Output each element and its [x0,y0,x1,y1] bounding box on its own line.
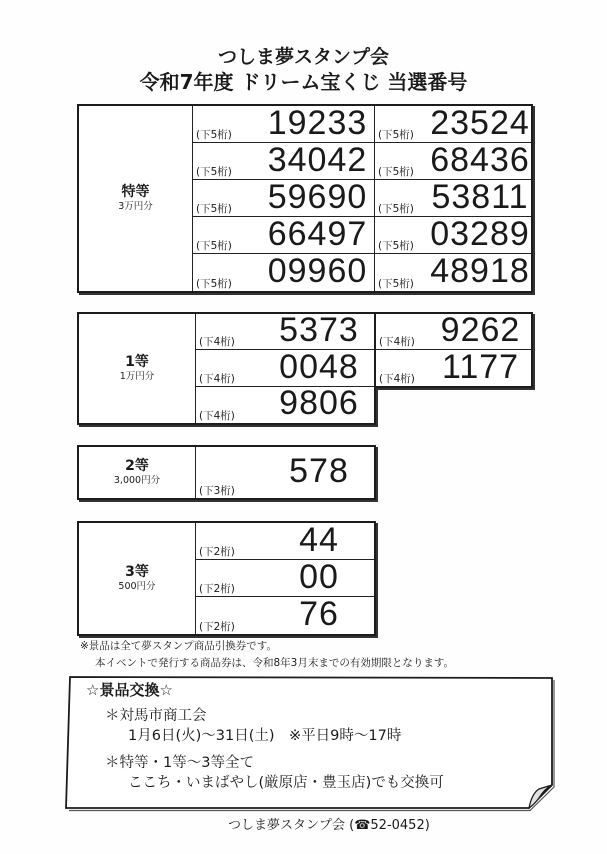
winning-number-cell [196,384,374,423]
document-title: つしま夢スタンプ会 [217,46,389,68]
winning-number-cell [196,347,374,386]
winning-number: 59690 [267,177,368,216]
note-prize-vouchers: ※景品は全て夢スタンプ商品引換券です。 [80,640,277,652]
first-prize-table-right-column [376,312,533,388]
special-prize-table [77,104,533,293]
winning-number-cell [193,103,375,143]
digits-label: (下5桁) [196,203,232,215]
digits-label: (下5桁) [378,166,414,178]
winning-number: 66497 [267,214,368,253]
winning-number: 68436 [430,140,530,179]
winning-number: 0048 [279,347,359,386]
winning-number: 34042 [267,140,368,179]
winning-number-cell [375,214,531,254]
winning-number-cell [196,557,374,597]
winning-number: 03289 [430,214,530,253]
winning-number-cell [193,140,375,180]
special-prize-label-cell [79,106,193,291]
footer-contact: つしま夢スタンプ会 (☎52-0452) [228,818,430,833]
second-prize-table [77,445,376,500]
digits-label: (下4桁) [379,373,415,385]
digits-label: (下5桁) [378,278,414,290]
winning-number-cell [376,347,531,386]
exchange-other-stores: ここち・いまばやし(厳原店・豊玉店)でも交換可 [128,775,444,791]
winning-number-cell [196,447,374,498]
prize-name: 3等 [125,564,149,580]
prize-name: 2等 [125,458,149,474]
exchange-location-hours: 1月6日(火)～31日(土) ※平日9時～17時 [128,728,402,744]
winning-number-cell [193,214,375,254]
digits-label: (下5桁) [378,203,414,215]
winning-number-cell [196,311,374,350]
second-prize-label-cell [79,447,196,498]
winning-number: 48918 [430,252,530,290]
digits-label: (下4桁) [379,336,415,348]
prize-amount: 3万円分 [118,201,153,212]
digits-label: (下5桁) [378,129,414,141]
prize-amount: 3,000円分 [113,475,161,486]
prize-amount: 1万円分 [119,370,155,382]
third-prize-table [77,521,376,636]
document-subtitle: 令和7年度 ドリーム宝くじ 当選番号 [139,70,468,94]
digits-label: (下2桁) [199,621,235,633]
prize-amount: 500円分 [118,581,156,592]
digits-label: (下4桁) [199,372,235,385]
digits-label: (下3桁) [199,485,235,497]
winning-number: 578 [289,452,349,490]
first-prize-label-cell [79,314,196,423]
exchange-other-title: ＊特等・1等～3等全て [105,755,254,771]
winning-number-cell [375,254,531,291]
winning-number: 9262 [440,311,521,349]
winning-number-cell [196,597,374,634]
digits-label: (下2桁) [199,583,235,595]
winning-number: 44 [299,520,339,559]
winning-number: 1177 [441,347,520,386]
digits-label: (下5桁) [196,278,232,290]
winning-number-cell [375,103,531,143]
digits-label: (下5桁) [196,166,232,178]
first-prize-table [77,312,376,425]
winning-number-cell [376,311,531,350]
winning-number-cell [375,177,531,217]
winning-number-cell [196,520,374,560]
digits-label: (下4桁) [199,409,235,422]
third-prize-label-cell [79,523,196,634]
winning-number-cell [375,140,531,180]
prize-name: 1等 [125,353,149,370]
winning-number: 23524 [430,103,530,142]
digits-label: (下5桁) [378,240,414,252]
prize-name: 特等 [121,184,150,200]
note-expiry: 本イベントで発行する商品券は、令和8年3月末までの有効期限となります。 [95,657,455,669]
winning-number: 9806 [279,384,359,423]
winning-number-cell [193,254,375,291]
winning-number: 5373 [279,311,359,350]
digits-label: (下2桁) [199,546,235,558]
winning-number: 19233 [267,103,368,142]
digits-label: (下5桁) [196,240,232,252]
digits-label: (下5桁) [196,129,232,141]
winning-number: 53811 [431,177,529,216]
winning-number: 09960 [267,252,368,290]
digits-label: (下4桁) [199,336,235,349]
winning-number-cell [193,177,375,217]
winning-number: 00 [299,557,339,596]
exchange-heading: ☆景品交換☆ [86,681,173,699]
exchange-location-title: ＊対馬市商工会 [105,708,207,724]
winning-number: 76 [299,595,339,633]
